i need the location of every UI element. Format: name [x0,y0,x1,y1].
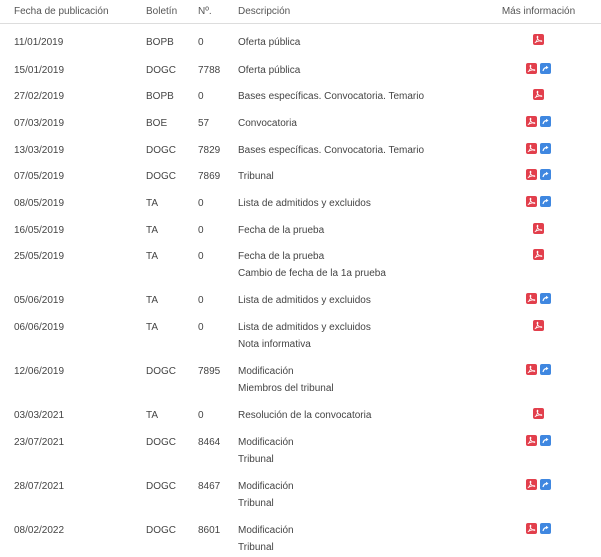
table-header-row [0,0,601,24]
description-line: Cambio de fecha de la 1a prueba [238,268,386,280]
pdf-icon[interactable] [533,320,544,331]
cell-numero [198,186,238,213]
external-link-icon[interactable] [540,63,551,74]
cell-mas-info [476,53,601,80]
cell-numero-text: 0 [198,251,204,263]
description-line: Oferta pública [238,37,301,48]
pdf-icon[interactable] [526,435,537,446]
table-row [0,283,601,310]
cell-fecha [0,24,146,53]
cell-fecha [0,159,146,186]
cell-boletin-text: DOGC [146,436,176,448]
cell-boletin [146,79,198,106]
description-line: Tribunal [238,497,274,509]
pdf-icon[interactable] [533,34,544,45]
table-row [0,133,601,160]
description-line: Lista de admitidos y excluidos [238,322,371,333]
cell-numero [198,469,238,513]
cell-descripcion [238,186,476,213]
description-line: Bases específicas. Convocatoria. Temario [238,144,425,156]
cell-fecha-text: 11/01/2019 [14,37,64,48]
cell-boletin-text: TA [146,295,159,307]
pdf-icon[interactable] [526,169,537,180]
cell-numero [198,213,238,240]
cell-boletin [146,24,198,53]
table-row [0,106,601,133]
cell-boletin [146,239,198,283]
table-row [0,24,601,53]
cell-numero [198,159,238,186]
cell-boletin [146,213,198,240]
cell-fecha [0,79,146,106]
cell-fecha [0,53,146,80]
cell-fecha-text: 15/01/2019 [14,64,65,76]
description-line: Modificación [238,524,294,536]
cell-boletin [146,106,198,133]
cell-fecha-text: 03/03/2021 [14,410,65,421]
cell-mas-info [476,106,601,133]
cell-mas-info [476,133,601,160]
table-row [0,310,601,354]
cell-boletin [146,398,198,425]
cell-fecha-text: 28/07/2021 [14,480,65,492]
external-link-icon[interactable] [540,169,551,180]
cell-fecha [0,354,146,398]
cell-boletin [146,354,198,398]
pdf-icon[interactable] [526,196,537,207]
cell-numero-text: 0 [198,410,204,421]
external-link-icon[interactable] [540,116,551,127]
external-link-icon[interactable] [540,523,551,534]
cell-fecha [0,425,146,469]
pdf-icon[interactable] [533,408,544,419]
cell-numero [198,398,238,425]
cell-mas-info [476,159,601,186]
table-row [0,79,601,106]
cell-boletin-text: BOPB [146,37,174,48]
cell-numero [198,513,238,557]
cell-numero [198,24,238,53]
cell-mas-info [476,513,601,557]
cell-numero-text: 0 [198,37,204,48]
cell-fecha [0,239,146,283]
table-row [0,354,601,398]
cell-boletin [146,159,198,186]
cell-fecha [0,213,146,240]
cell-numero [198,425,238,469]
table-row [0,239,601,283]
cell-numero-text: 7829 [198,144,221,156]
cell-numero-text: 7788 [198,64,221,76]
cell-descripcion [238,469,476,513]
description-line: Modificación [238,366,294,377]
cell-descripcion [238,106,476,133]
pdf-icon[interactable] [526,523,537,534]
cell-numero [198,53,238,80]
cell-fecha [0,133,146,160]
cell-fecha-text: 23/07/2021 [14,436,65,448]
external-link-icon[interactable] [540,364,551,375]
external-link-icon[interactable] [540,435,551,446]
cell-boletin [146,283,198,310]
cell-boletin-text: BOE [146,117,168,129]
description-line: Resolución de la convocatoria [238,410,372,421]
cell-fecha-text: 16/05/2019 [14,224,65,236]
cell-numero-text: 8467 [198,480,221,492]
description-line: Lista de admitidos y excluidos [238,295,371,307]
header-fecha[interactable]: Fecha de publicación [0,0,146,24]
header-boletin[interactable]: Boletín [146,0,198,24]
description-line: Modificación [238,436,294,448]
cell-descripcion [238,79,476,106]
cell-mas-info [476,24,601,53]
cell-descripcion [238,24,476,53]
cell-descripcion [238,425,476,469]
cell-mas-info [476,354,601,398]
cell-numero [198,354,238,398]
cell-boletin [146,133,198,160]
cell-numero-text: 0 [198,197,204,209]
cell-mas-info [476,283,601,310]
cell-boletin [146,425,198,469]
cell-boletin-text: TA [146,410,159,421]
cell-descripcion [238,239,476,283]
pdf-icon[interactable] [526,364,537,375]
table-row [0,159,601,186]
pdf-icon[interactable] [526,293,537,304]
pdf-icon[interactable] [533,249,544,260]
cell-boletin-text: TA [146,224,159,236]
cell-descripcion [238,398,476,425]
cell-numero [198,239,238,283]
cell-boletin-text: DOGC [146,171,176,183]
description-line: Tribunal [238,541,274,553]
cell-mas-info [476,213,601,240]
cell-fecha-text: 12/06/2019 [14,366,65,377]
description-line: Modificación [238,480,294,492]
cell-fecha-text: 08/05/2019 [14,197,65,209]
external-link-icon[interactable] [540,196,551,207]
cell-numero-text: 0 [198,322,204,333]
description-line: Bases específicas. Convocatoria. Temario [238,91,425,103]
cell-fecha-text: 07/05/2019 [14,171,65,183]
external-link-icon[interactable] [540,479,551,490]
cell-numero [198,106,238,133]
pdf-icon[interactable] [526,63,537,74]
cell-numero [198,79,238,106]
cell-fecha [0,106,146,133]
cell-numero [198,283,238,310]
header-numero[interactable]: Nº. [198,0,238,24]
table-row [0,398,601,425]
description-line: Tribunal [238,453,274,465]
cell-fecha [0,310,146,354]
description-line: Fecha de la prueba [238,224,325,236]
cell-numero-text: 7869 [198,171,221,183]
description-line: Lista de admitidos y excluidos [238,197,371,209]
cell-fecha [0,469,146,513]
cell-mas-info [476,469,601,513]
cell-fecha [0,283,146,310]
pdf-icon[interactable] [526,143,537,154]
cell-fecha [0,513,146,557]
cell-fecha-text: 07/03/2019 [14,117,65,129]
cell-numero-text: 0 [198,295,204,307]
cell-fecha-text: 27/02/2019 [14,91,65,103]
cell-mas-info [476,239,601,283]
cell-boletin [146,469,198,513]
table-row [0,213,601,240]
cell-descripcion [238,283,476,310]
cell-descripcion [238,133,476,160]
description-line: Fecha de la prueba [238,251,325,263]
cell-numero [198,133,238,160]
cell-boletin-text: DOGC [146,480,176,492]
cell-boletin-text: TA [146,322,159,333]
cell-boletin [146,310,198,354]
cell-fecha-text: 13/03/2019 [14,144,65,156]
cell-fecha-text: 06/06/2019 [14,322,65,333]
cell-boletin-text: TA [146,251,159,263]
description-line: Tribunal [238,171,274,183]
table-row [0,513,601,557]
cell-fecha-text: 25/05/2019 [14,251,65,263]
cell-numero-text: 0 [198,91,204,103]
cell-descripcion [238,513,476,557]
external-link-icon[interactable] [540,143,551,154]
cell-numero-text: 0 [198,224,204,236]
cell-fecha [0,186,146,213]
cell-numero-text: 57 [198,117,210,129]
table-row [0,469,601,513]
pdf-icon[interactable] [526,116,537,127]
cell-fecha [0,398,146,425]
table-row [0,186,601,213]
header-mas-info: Más información [476,0,601,24]
cell-descripcion [238,213,476,240]
cell-numero-text: 8601 [198,524,221,536]
cell-fecha-text: 05/06/2019 [14,295,65,307]
cell-boletin [146,513,198,557]
cell-mas-info [476,398,601,425]
pdf-icon[interactable] [533,89,544,100]
cell-boletin-text: BOPB [146,91,174,103]
pdf-icon[interactable] [526,479,537,490]
cell-boletin-text: TA [146,197,159,209]
cell-numero-text: 8464 [198,436,221,448]
cell-mas-info [476,79,601,106]
cell-boletin-text: DOGC [146,366,176,377]
cell-numero-text: 7895 [198,366,221,377]
description-line: Oferta pública [238,64,301,76]
cell-descripcion [238,53,476,80]
table-row [0,53,601,80]
pdf-icon[interactable] [533,223,544,234]
cell-numero [198,310,238,354]
cell-boletin-text: DOGC [146,524,176,536]
cell-mas-info [476,186,601,213]
description-line: Convocatoria [238,117,297,129]
description-line: Miembros del tribunal [238,383,334,394]
description-line: Nota informativa [238,339,311,350]
cell-boletin-text: DOGC [146,64,176,76]
cell-descripcion [238,159,476,186]
cell-mas-info [476,425,601,469]
header-descripcion[interactable]: Descripción [238,0,476,24]
table-row [0,425,601,469]
cell-boletin [146,186,198,213]
cell-mas-info [476,310,601,354]
cell-boletin-text: DOGC [146,144,176,156]
cell-fecha-text: 08/02/2022 [14,524,65,536]
cell-descripcion [238,310,476,354]
external-link-icon[interactable] [540,293,551,304]
cell-descripcion [238,354,476,398]
cell-boletin [146,53,198,80]
